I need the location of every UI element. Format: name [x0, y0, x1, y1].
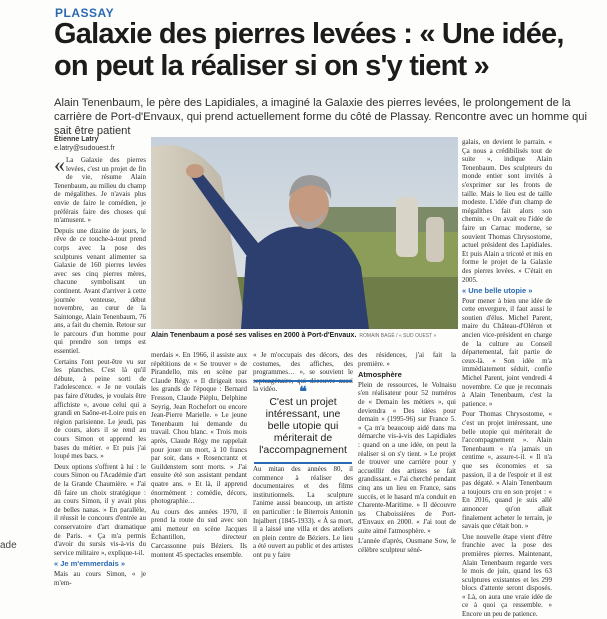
column-3	[253, 351, 353, 394]
paragraph: Certains l'ont peut-être vu sur les planches. C'est là qu'il débute, à peine sorti de l'adolescence. « Je ne voulais pas faire d'études, je voulais être affichiste », avoue celui qui a grandi en Saône-et-Loire puis en région parisienne. Le jeudi, pas de cours, alors il se rend au cours Simon et apprend les bases du métier. « Et puis j'ai loupé mes bacs. »	[54, 357, 146, 461]
headline	[54, 18, 602, 82]
margin-fragment: ade	[0, 540, 17, 551]
photo-credit: ROMAIN BAGÉ / « SUD OUEST »	[359, 333, 437, 339]
paragraph: merdais ». En 1966, il assiste aux répétitions de « Se trouver » de Pirandello, mis en scène par Claude Régy. « Il dirigeait tous les grands de l'époque : Bernard Fresson, Claude Piéplu, Delphine Seyrig, Jean Rochefort ou encore Jean-Pierre Marielle. » Le jeune Tenenbaum lui demande du travail. Chou blanc. « Trois mois après, Claude Régy me rappelait pour jouer un mort, à 10 francs par soir, dans « Rosencrantz et Guildenstern sont morts. » J'ai ensuite été son assistant pendant quatre ans. » Et là, il apprend énormément : comédie, décors, photographie…	[151, 351, 247, 506]
paragraph: Pour Thomas Chrysostome, « c'est un projet intéressant, une belle utopie qui mériterait de l'accompagnement ». Alain Tenenbaum « n'a jamais un centime », assure-t-il. « Il n'a que ses économies et sa passion, il a de l'espoir et il est pas dégaté. » Alain Tenenbaum a toujours cru en son projet : « En 2016, quand je suis allé annoncer qu'on allait finalement acheter le terrain, je savais que c'était bon. »	[462, 410, 552, 531]
column-3-continued	[253, 465, 353, 559]
subhead: « Une belle utopie »	[462, 286, 533, 296]
author-email[interactable]: e.latry@sudouest.fr	[54, 145, 115, 152]
drop-quote: «	[54, 152, 65, 177]
standfirst: Alain Tenenbaum, le père des Lapidiales, a imaginé la Galaxie des pierres levées, le prolongement de la carrière de Port-d'Envaux, qui prend actuellement forme du côté de Plassay. Rencontre avec un homme qui sait être patient	[54, 97, 587, 137]
paragraph: « Je m'occupais des décors, des costumes, des affiches, des programmes… », se souvient le septuagénaire, qui découvre aussi la vidéo.	[253, 351, 353, 394]
pull-quote	[254, 380, 352, 464]
subhead: « Je m'emmerdais »	[54, 559, 125, 569]
paragraph: Deux options s'offrent à lui : le cours Simon ou l'Académie d'art de la Grande Chaumière. « J'ai dû faire un choix stratégique : au cours Simon, il y avait plus de belles nanas. » En parallèle, il réussit le concours d'entrée au conservatoire d'art dramatique de Paris. « Ça m'a permis d'avoir du sursis vis-à-vis du service militaire », explique-t-il.	[54, 462, 146, 557]
paragraph: Au mitan des années 80, il commence à réaliser des documentaires et des films institutionnels. La sculpture l'anime aussi beaucoup, un artiste en particulier : le Biterrois Antonin Injalbert (1845-1933). « À sa mort, il a laissé une villa et des ateliers en plein centre de Béziers. Le lieu a été ouvert au public et des artistes ont pu y faire	[253, 465, 353, 559]
paragraph: Mais au cours Simon, « je m'em-	[54, 569, 146, 587]
paragraph: Depuis une dizaine de jours, le rêve de ce touche-à-tout prend corps avec la pose des sculptures venant alimenter sa Galaxie de 160 pierres levées avec ses cinq pierres mères, chacune symbolisant un continent. Avant d'arriver à cette journée venteuse, début novembre, au cœur de la Saintonge, Alain Tenenbaum, 76 ans, a fait du chemin. Retour sur le parcours d'un homme pour qui prendre son temps est essentiel.	[54, 226, 146, 356]
pull-quote-text: C'est un projet intéressant, une belle utopie qui mériterait de l'accompagnement	[259, 396, 347, 456]
quote-mark-icon: ❝	[299, 383, 307, 399]
paragraph: « La Galaxie des pierres levées, c'est un projet de fin de vie, résume Alain Tenenbaum, au milieu du champ de mégalithes. Je n'avais plus envie de faire le comédien, je préférais faire des choses qui m'amusent. »	[54, 152, 146, 225]
column-4	[358, 351, 456, 555]
byline	[54, 135, 115, 153]
author-name: Étienne Latry	[54, 136, 99, 143]
section-kicker: PLASSAY	[55, 6, 115, 20]
caption-text: Alain Tenenbaum a posé ses valises en 2000 à Port-d'Envaux.	[151, 332, 357, 339]
paragraph: Plein de ressources, le Volnaisu s'en réalisateur pour 52 numéros de « Demain les métiers », qui deviendra « Des idées pour demain » (1995-96) sur France 5. « Ça m'a beaucoup aidé dans ma démarche vis-à-vis des Lapidiales : quand on a une idée, on peut la réaliser si on s'y tient. » Le projet de trouver une carrière pour y accueillir des artistes se fait grandissant. « J'ai cherché pendant cinq ans un lieu en France, sans succès, et le hasard m'a conduit en Charente-Maritime. » Il découvre les Chaboissières de Port-d'Envaux en 2000. « J'ai tout de suite aimé l'atmosphère. »	[358, 380, 456, 535]
column-2	[151, 351, 247, 559]
article-photo	[151, 137, 458, 329]
paragraph: Au cours des années 1970, il prend la route du sud avec son ami metteur en scène Jacques Échantillon, directeur Carcassonne puis Béziers. Ils montent 45 spectacles ensemble.	[151, 507, 247, 559]
photo-caption	[151, 331, 458, 341]
subhead: Atmosphère	[358, 370, 402, 380]
paragraph: Pour mener à bien une idée de cette envergure, il faut aussi le soutien d'élus. Michel Parent, maire du Château-d'Oléron et ancien vice-président en charge de la culture au Conseil départemental, fait partie de ceux-là. « Son idée m'a immédiatement séduit, confie Michel Parent, joint vendredi 4 novembre. Ce que je reconnais à Alain Tenenbaum, c'est la patience. »	[462, 296, 552, 408]
paragraph: des résidences, j'ai fait la première. »	[358, 351, 456, 368]
column-5	[462, 138, 552, 619]
paragraph: L'année d'après, Ousmane Sow, le célèbre sculpteur séné-	[358, 537, 456, 555]
paragraph: Une nouvelle étape vient d'être franchie avec la pose des premières pierres. Maintenant, Alain Tenenbaum regarde vers le mois de juin, quand les 63 sculptures existantes et les 299 blocs d'attente seront disposés. « Là, on aura une vraie idée de ce à quoi ça ressemble. » Encore un peu de patience.	[462, 532, 552, 619]
column-1	[54, 152, 146, 587]
headline-line-2: on peut la réaliser si on s'y tient »	[54, 50, 489, 82]
headline-line-1: Galaxie des pierres levées : « Une idée,	[54, 18, 564, 50]
paragraph: galais, en devient le parrain. « Ça nous a crédibilisés tout de suite », indique Alain Tenenbaum. Des sculpteurs du monde entier sont invités à s'exprimer sur les fronts de taille. Mais le lieu est de taille modeste. L'idée d'un champ de mégalithes fait alors son chemin. « On avait eu l'idée de faire un Carnac moderne, se souvient Thomas Chrysostome, actuel président des Lapidiales. Et puis Alain a tricoté et mis en forme le projet de la Galaxie des pierres levées. » C'était en 2005.	[462, 138, 552, 284]
photo-illustration	[151, 137, 458, 329]
